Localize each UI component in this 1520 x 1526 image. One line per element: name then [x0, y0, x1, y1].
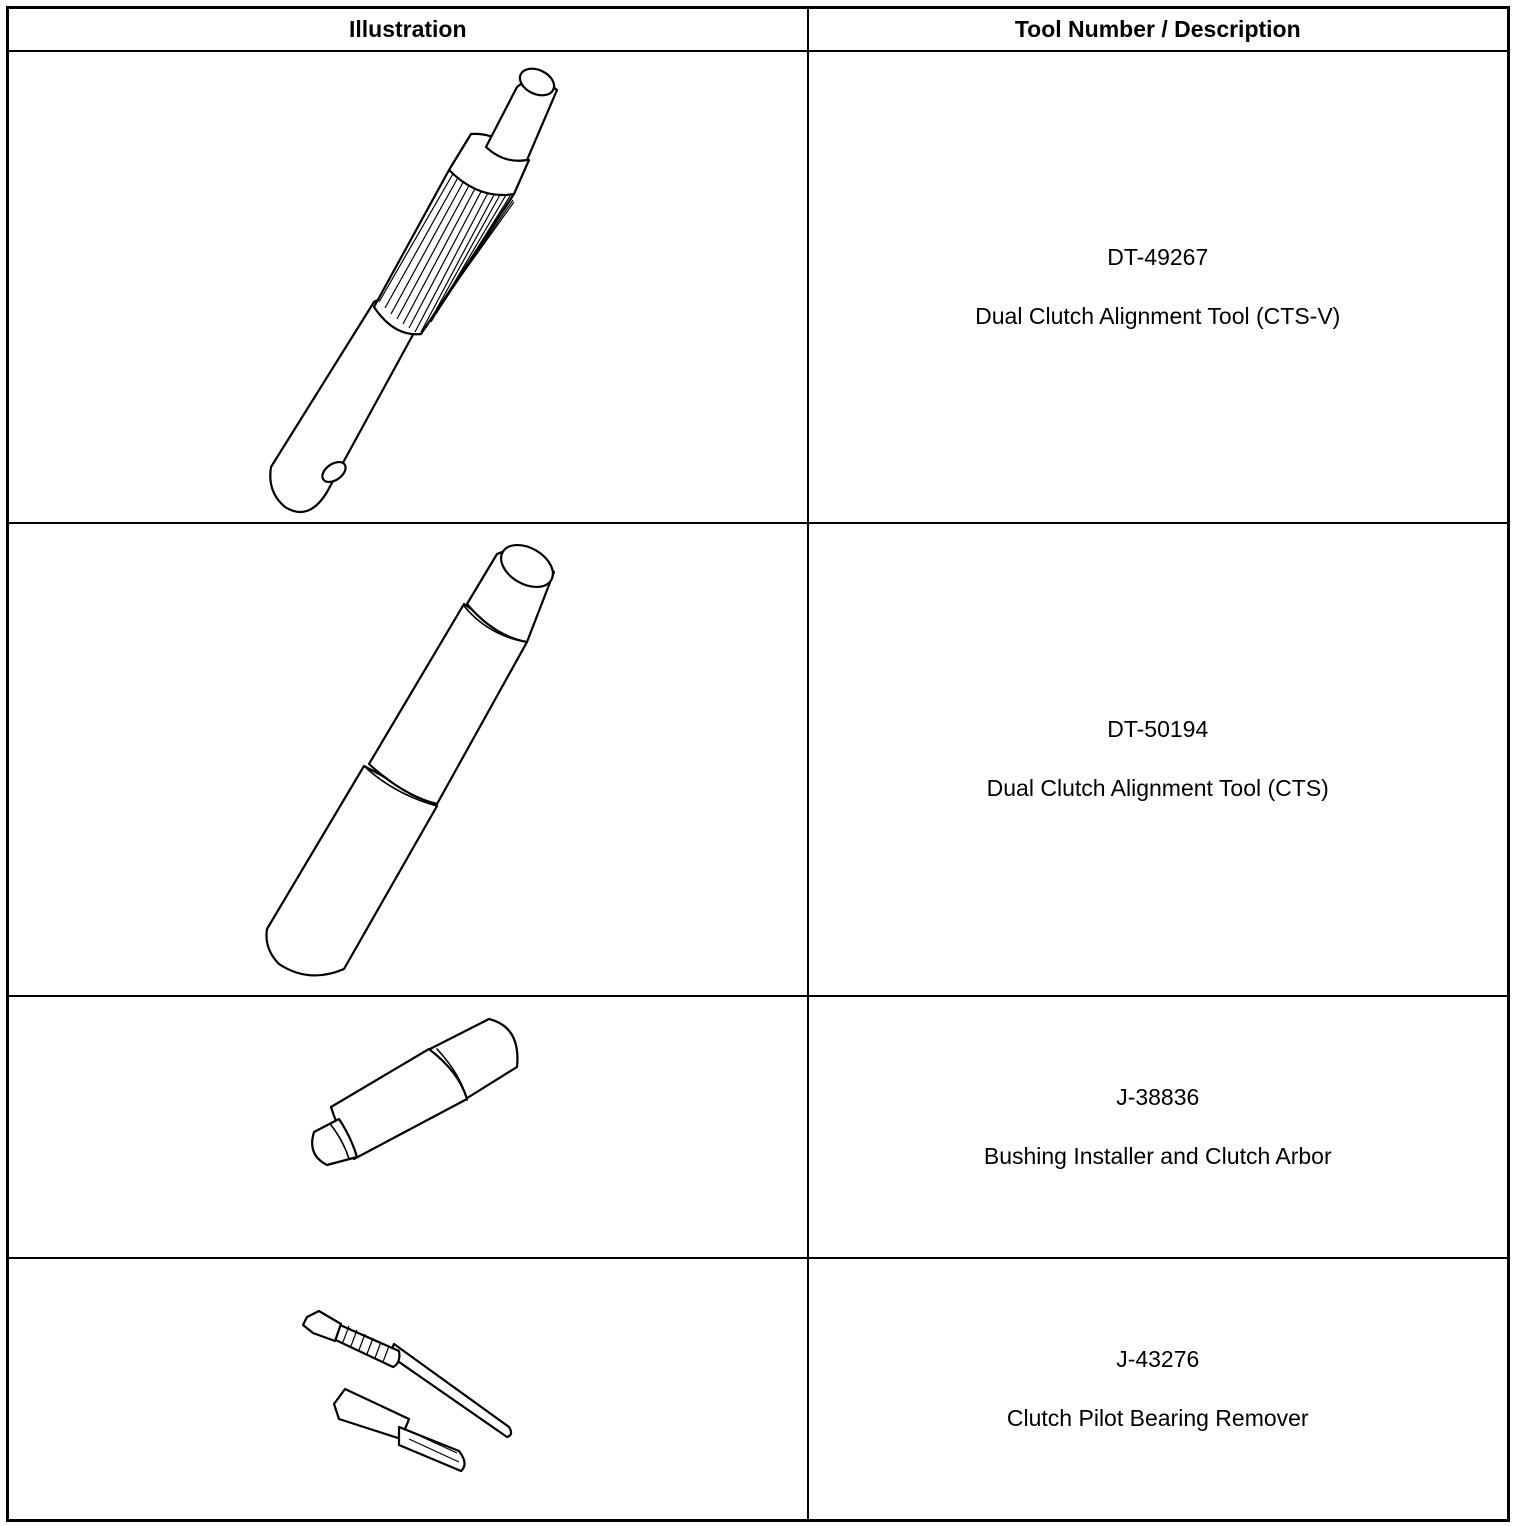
tool-description-cell — [808, 523, 1509, 996]
table-row — [8, 51, 1509, 523]
tool-number: DT-49267 — [1107, 243, 1209, 270]
tool-number: J-43276 — [1116, 1345, 1200, 1372]
tool-description-cell — [808, 1258, 1509, 1521]
special-tools-table — [6, 6, 1510, 1522]
tool-description: Clutch Pilot Bearing Remover — [1006, 1404, 1309, 1431]
tool-description: Bushing Installer and Clutch Arbor — [983, 1142, 1332, 1169]
splined-alignment-shaft-icon — [9, 52, 809, 522]
illustration-cell — [8, 996, 808, 1258]
tool-description: Dual Clutch Alignment Tool (CTS) — [986, 775, 1329, 801]
illustration-cell — [8, 523, 808, 996]
illustration-cell — [8, 51, 808, 523]
tool-description: Dual Clutch Alignment Tool (CTS-V) — [975, 302, 1341, 329]
table-row — [8, 1258, 1509, 1521]
tool-number: DT-50194 — [1107, 716, 1209, 743]
table-row — [8, 996, 1509, 1258]
pilot-bearing-remover-icon — [9, 1259, 809, 1519]
tool-description-cell — [808, 996, 1509, 1258]
header-row — [8, 8, 1509, 52]
table-row — [8, 523, 1509, 996]
header-tool-description: Tool Number / Description — [808, 8, 1509, 52]
header-illustration: Illustration — [8, 8, 808, 52]
illustration-cell — [8, 1258, 808, 1521]
tool-number: J-38836 — [1116, 1083, 1200, 1110]
bushing-installer-arbor-icon — [9, 997, 809, 1257]
tool-description-cell — [808, 51, 1509, 523]
stepped-alignment-shaft-icon — [9, 524, 809, 995]
